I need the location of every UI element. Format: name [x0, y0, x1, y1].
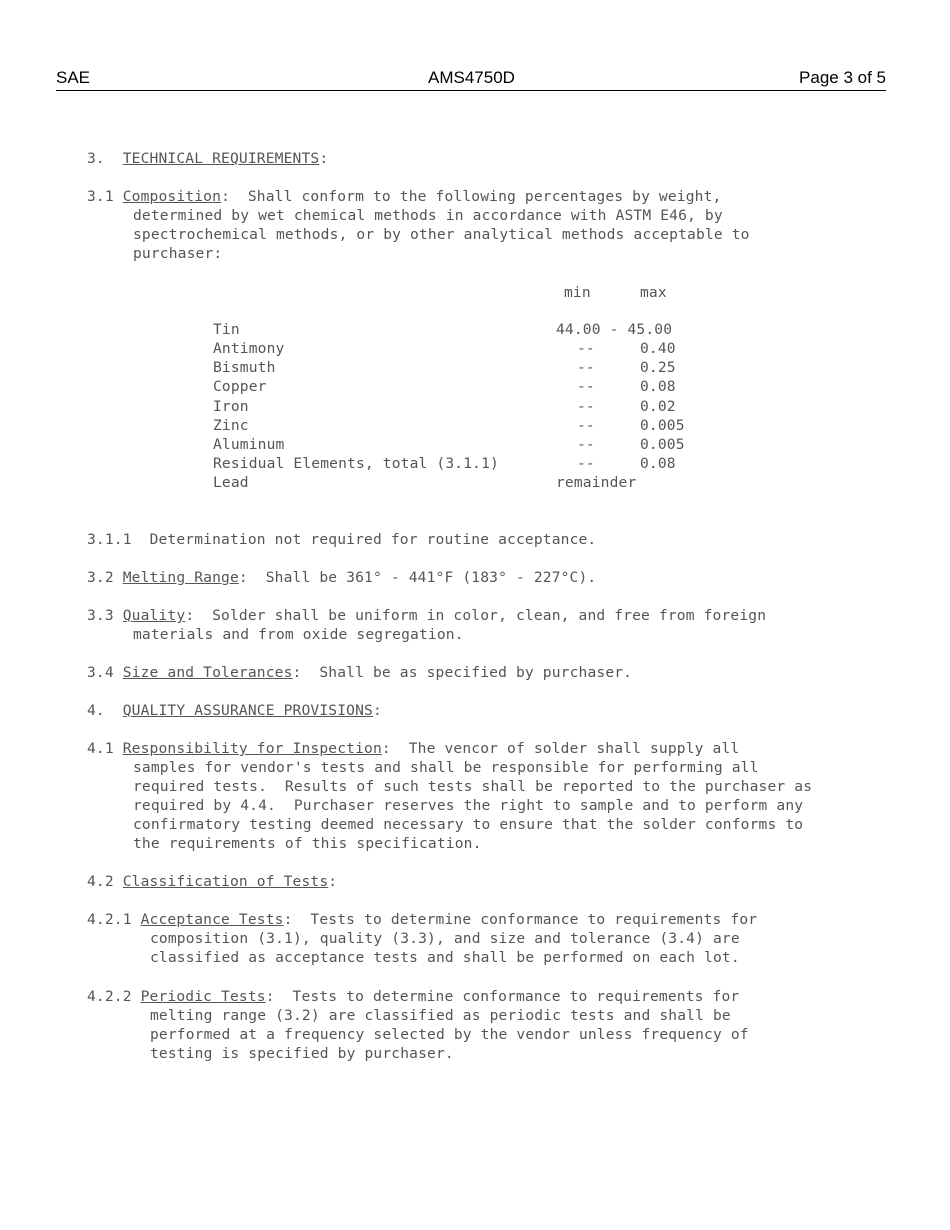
max-value: 0.08 — [640, 455, 676, 472]
element-name: Lead — [213, 474, 249, 491]
para-line: spectrochemical methods, or by other analytical methods acceptable to — [133, 226, 750, 243]
para-line: determined by wet chemical methods in accordance with ASTM E46, by — [133, 207, 723, 224]
element-name: Zinc — [213, 417, 249, 434]
para-title: Composition — [122, 188, 222, 205]
para-title: Quality — [122, 607, 186, 624]
min-value: -- — [577, 340, 595, 357]
min-value: -- — [577, 398, 595, 415]
para-4-2-2-first-line: 4.2.2 Periodic Tests: Tests to determine conformance to requirements for — [87, 988, 740, 1005]
section-4-heading: 4. QUALITY ASSURANCE PROVISIONS: — [87, 702, 382, 719]
para-number: 4.1 — [87, 740, 114, 757]
element-name: Copper — [213, 378, 267, 395]
element-name: Tin — [213, 321, 240, 338]
page-header — [56, 68, 886, 91]
para-4-2: 4.2 Classification of Tests: — [87, 873, 338, 890]
para-number: 3.2 — [87, 569, 114, 586]
para-line: required by 4.4. Purchaser reserves the right to sample and to perform any — [133, 797, 804, 814]
header-page-number: Page 3 of 5 — [799, 68, 886, 87]
col-header-min: min — [564, 284, 591, 301]
min-value: -- — [577, 436, 595, 453]
max-value: 0.005 — [640, 436, 685, 453]
para-3-3-first-line: 3.3 Quality: Solder shall be uniform in color, clean, and free from foreign — [87, 607, 767, 624]
para-title: Melting Range — [122, 569, 239, 586]
para-number: 4.2.1 — [87, 911, 132, 928]
para-3-4: 3.4 Size and Tolerances: Shall be as specified by purchaser. — [87, 664, 633, 681]
para-title: Periodic Tests — [140, 988, 266, 1005]
para-number: 3.1 — [87, 188, 114, 205]
para-line: composition (3.1), quality (3.3), and size and tolerance (3.4) are — [150, 930, 740, 947]
max-value: 0.40 — [640, 340, 676, 357]
min-value: -- — [577, 417, 595, 434]
element-name: Residual Elements, total (3.1.1) — [213, 455, 499, 472]
para-line: the requirements of this specification. — [133, 835, 482, 852]
min-value: remainder — [556, 474, 637, 491]
para-number: 3.4 — [87, 664, 114, 681]
max-value: 0.25 — [640, 359, 676, 376]
section-title: TECHNICAL REQUIREMENTS — [122, 150, 320, 167]
min-value: -- — [577, 359, 595, 376]
para-line: required tests. Results of such tests shall be reported to the purchaser as — [133, 778, 813, 795]
header-org: SAE — [56, 68, 91, 87]
para-number: 3.1.1 — [87, 531, 132, 548]
para-title: Size and Tolerances — [122, 664, 293, 681]
para-line: samples for vendor's tests and shall be responsible for performing all — [133, 759, 759, 776]
para-3-1-first-line: 3.1 Composition: Shall conform to the following percentages by weight, — [87, 188, 722, 205]
section-number: 4. — [87, 702, 105, 719]
col-header-max: max — [640, 284, 667, 301]
max-value: 0.02 — [640, 398, 676, 415]
para-number: 4.2 — [87, 873, 114, 890]
para-title: Responsibility for Inspection — [122, 740, 382, 757]
para-title: Classification of Tests — [122, 873, 329, 890]
para-4-1-first-line: 4.1 Responsibility for Inspection: The vencor of solder shall supply all — [87, 740, 740, 757]
section-3-heading: 3. TECHNICAL REQUIREMENTS: — [87, 150, 329, 167]
para-number: 4.2.2 — [87, 988, 132, 1005]
para-line: purchaser: — [133, 245, 223, 262]
para-4-2-1-first-line: 4.2.1 Acceptance Tests: Tests to determine conformance to requirements for — [87, 911, 758, 928]
para-line: classified as acceptance tests and shall be performed on each lot. — [150, 949, 740, 966]
max-value: 0.005 — [640, 417, 685, 434]
min-value: -- — [577, 455, 595, 472]
min-value: 44.00 - 45.00 — [556, 321, 673, 338]
para-line: performed at a frequency selected by the vendor unless frequency of — [150, 1026, 749, 1043]
para-line: materials and from oxide segregation. — [133, 626, 464, 643]
para-title: Acceptance Tests — [140, 911, 284, 928]
element-name: Aluminum — [213, 436, 285, 453]
header-doc-number: AMS4750D — [428, 68, 515, 87]
max-value: 0.08 — [640, 378, 676, 395]
para-number: 3.3 — [87, 607, 114, 624]
para-3-1-1: 3.1.1 Determination not required for routine acceptance. — [87, 531, 597, 548]
para-line: confirmatory testing deemed necessary to ensure that the solder conforms to — [133, 816, 804, 833]
para-3-2: 3.2 Melting Range: Shall be 361° - 441°F (183° - 227°C). — [87, 569, 597, 586]
section-number: 3. — [87, 150, 105, 167]
para-line: testing is specified by purchaser. — [150, 1045, 454, 1062]
para-line: melting range (3.2) are classified as periodic tests and shall be — [150, 1007, 731, 1024]
element-name: Iron — [213, 398, 249, 415]
element-name: Antimony — [213, 340, 285, 357]
section-title: QUALITY ASSURANCE PROVISIONS — [122, 702, 373, 719]
element-name: Bismuth — [213, 359, 276, 376]
min-value: -- — [577, 378, 595, 395]
